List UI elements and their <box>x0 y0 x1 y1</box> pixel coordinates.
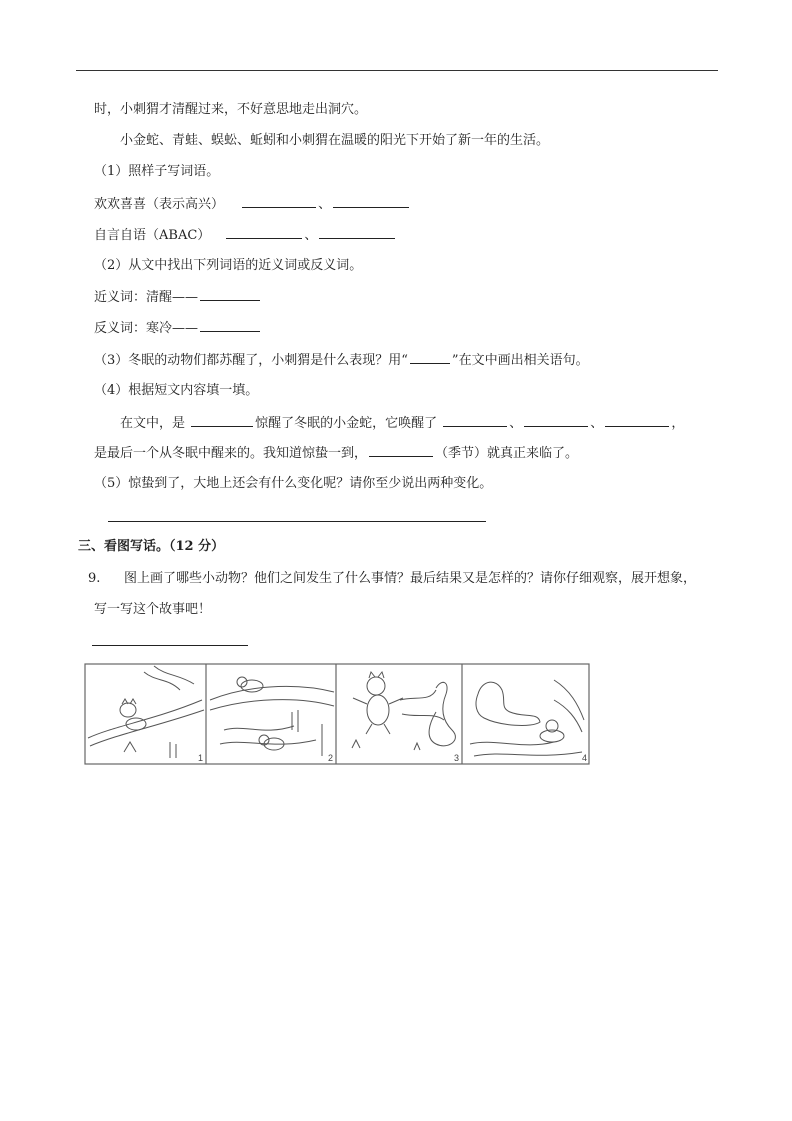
separator: 、 <box>318 197 332 212</box>
answer-blank[interactable] <box>191 414 253 427</box>
q4-paragraph-2 <box>94 444 578 463</box>
q4-text-b: 惊醒了冬眠的小金蛇，它唤醒了 <box>255 416 442 431</box>
separator: 、 <box>590 416 604 431</box>
q4-paragraph-1 <box>120 414 684 433</box>
comic-panels-image <box>84 660 592 766</box>
q5-title: （5）惊蛰到了，大地上还会有什么变化呢？请你至少说出两种变化。 <box>94 476 493 491</box>
q1-example-1 <box>94 195 411 214</box>
answer-blank[interactable] <box>200 319 260 332</box>
answer-blank[interactable] <box>443 414 507 427</box>
q2-antonym <box>94 319 262 338</box>
passage-line-1: 时，小刺猬才清醒过来，不好意思地走出洞穴。 <box>94 102 368 117</box>
q9-text-1: 图上画了哪些小动物？他们之间发生了什么事情？最后结果又是怎样的？请你仔细观察，展开想象， <box>124 571 697 586</box>
q1-example-2-label: 自言自语（ABAC） <box>94 228 211 243</box>
q1-example-2 <box>94 226 397 245</box>
panel-4 <box>470 680 584 756</box>
separator: 、 <box>509 416 523 431</box>
q1-example-1-label: 欢欢喜喜（表示高兴） <box>94 197 225 212</box>
antonym-label: 反义词：寒冷—— <box>94 321 199 336</box>
q3-text-after: ”在文中画出相关语句。 <box>451 353 589 368</box>
panel-2 <box>210 677 334 756</box>
panel-number: 4 <box>582 753 588 763</box>
q4-text-c: 是最后一个从冬眠中醒来的。我知道惊蛰一到， <box>94 446 368 461</box>
panel-number: 2 <box>328 753 334 763</box>
answer-blank[interactable] <box>242 195 316 208</box>
panel-number: 3 <box>454 753 460 763</box>
answer-blank[interactable] <box>200 288 260 301</box>
q2-synonym <box>94 288 262 307</box>
header-rule <box>76 70 718 71</box>
panel-number: 1 <box>198 753 204 763</box>
panel-3 <box>352 672 455 750</box>
q3-text <box>94 351 589 370</box>
answer-blank[interactable] <box>605 414 669 427</box>
q3-text-before: （3）冬眠的动物们都苏醒了，小刺猬是什么表现？用“ <box>94 353 408 368</box>
section-3-heading: 三、看图写话。（12 分） <box>78 539 225 554</box>
answer-blank[interactable] <box>410 351 450 364</box>
q2-title: （2）从文中找出下列词语的近义词或反义词。 <box>94 258 363 273</box>
q9-text-2: 写一写这个故事吧！ <box>94 602 212 617</box>
picture-strip <box>84 660 592 766</box>
panel-1 <box>88 666 204 758</box>
answer-blank[interactable] <box>369 444 433 457</box>
synonym-label: 近义词：清醒—— <box>94 290 199 305</box>
q1-title: （1）照样子写词语。 <box>94 164 220 179</box>
answer-line[interactable] <box>108 521 486 522</box>
q4-title: （4）根据短文内容填一填。 <box>94 383 259 398</box>
answer-blank[interactable] <box>524 414 588 427</box>
answer-line[interactable] <box>92 645 248 646</box>
passage-line-2: 小金蛇、青蛙、蜈蚣、蚯蚓和小刺猬在温暖的阳光下开始了新一年的生活。 <box>120 133 550 148</box>
answer-blank[interactable] <box>319 226 395 239</box>
answer-blank[interactable] <box>333 195 409 208</box>
q9-number: 9. <box>88 571 101 586</box>
q4-text-a: 在文中，是 <box>120 416 190 431</box>
comma: ， <box>671 416 685 431</box>
q4-text-d: （季节）就真正来临了。 <box>435 446 579 461</box>
separator: 、 <box>304 228 318 243</box>
answer-blank[interactable] <box>226 226 302 239</box>
